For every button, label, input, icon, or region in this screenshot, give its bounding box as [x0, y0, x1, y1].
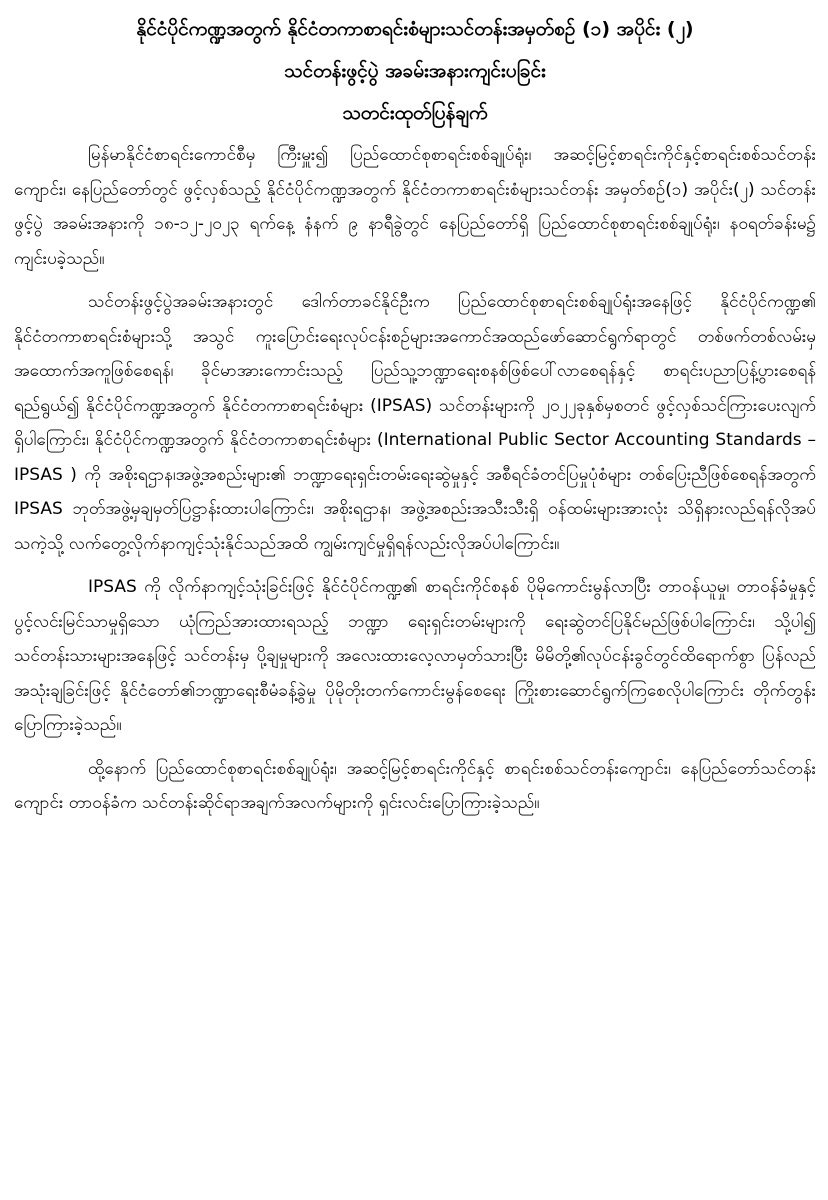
paragraph-closing: ထို့နောက် ပြည်ထောင်စုစာရင်းစစ်ချုပ်ရုံး၊ အဆင့်မြင့်စာရင်းကိုင်နှင့် စာရင်းစစ်သင်တန်းကျောင်း၊ နေပြည်တော်သင်တန်းကျောင်း တာဝန်ခံက သင်တန်းဆိုင်ရာအချက်အလက်များကို ရှင်းလင်းပြောကြားခဲ့သည်။	[14, 758, 816, 813]
press-release-heading: သတင်းထုတ်ပြန်ချက်	[342, 102, 488, 124]
document-title: နိုင်ငံပိုင်ကဏ္ဍအတွက် နိုင်ငံတကာစာရင်းစံများသင်တန်းအမှတ်စဉ် (၁) အပိုင်း (၂)	[136, 18, 694, 40]
paragraph-speech: သင်တန်းဖွင့်ပွဲအခမ်းအနားတွင် ဒေါက်တာခင်နိုင်ဦးက ပြည်ထောင်စုစာရင်းစစ်ချုပ်ရုံးအနေဖြင့် နိုင်ငံပိုင်ကဏ္ဍ၏ နိုင်ငံတကာစာရင်းစံများသို့ အသွင် ကူးပြောင်းရေးလုပ်ငန်းစဉ်များအကောင်အထည်ဖော်ဆောင်ရွက်ရာတွင် တစ်ဖက်တစ်လမ်းမှ အထောက်အကူဖြစ်စေရန်၊ ခိုင်မာအားကောင်းသည့် ပြည်သူ့ဘဏ္ဍာရေးစနစ်ဖြစ်ပေါ်လာစေရန်နှင့် စာရင်းပညာပြန့်ပွားစေရန် ရည်ရွယ်၍ နိုင်ငံပိုင်ကဏ္ဍအတွက် နိုင်ငံတကာစာရင်းစံများ (IPSAS) သင်တန်းများကို ၂၀၂၂ခုနှစ်မှစတင် ဖွင့်လှစ်သင်ကြားပေးလျက်ရှိပါကြောင်း၊ နိုင်ငံပိုင်ကဏ္ဍအတွက် နိုင်ငံတကာစာရင်းစံများ (International Public Sector Accounting Standards – IPSAS ) ကို အစိုးရဌာန၊အဖွဲ့အစည်းများ၏ ဘဏ္ဍာရေးရှင်းတမ်းရေးဆွဲမှုနှင့် အစီရင်ခံတင်ပြမှုပုံစံများ တစ်ပြေးညီဖြစ်စေရန်အတွက် IPSAS ဘုတ်အဖွဲ့မှချမှတ်ပြဋ္ဌာန်းထားပါကြောင်း၊ အစိုးရဌာန၊ အဖွဲ့အစည်းအသီးသီးရှိ ဝန်ထမ်းများအားလုံး သိရှိနားလည်ရန်လိုအပ်သကဲ့သို့ လက်တွေ့လိုက်နာကျင့်သုံးနိုင်သည်အထိ ကျွမ်းကျင်မှုရှိရန်လည်းလိုအပ်ပါကြောင်း။	[14, 292, 816, 554]
paragraph-ipsas-benefits: IPSAS ကို လိုက်နာကျင့်သုံးခြင်းဖြင့် နိုင်ငံပိုင်ကဏ္ဍ၏ စာရင်းကိုင်စနစ် ပိုမိုကောင်းမွန်လာပြီး တာဝန်ယူမှု၊ တာဝန်ခံမှုနှင့် ပွင့်လင်းမြင်သာမှုရှိသော ယုံကြည်အားထားရသည့် ဘဏ္ဍာ ရေးရှင်းတမ်းများကို ရေးဆွဲတင်ပြနိုင်မည်ဖြစ်ပါကြောင်း၊ သို့ပါ၍ သင်တန်းသားများအနေဖြင့် သင်တန်းမှ ပို့ချမှုများကို အလေးထားလေ့လာမှတ်သားပြီး မိမိတို့၏လုပ်ငန်းခွင်တွင်ထိရောက်စွာ ပြန်လည်အသုံးချခြင်းဖြင့် နိုင်ငံတော်၏ဘဏ္ဍာရေးစီမံခန့်ခွဲမှု ပိုမိုတိုးတက်ကောင်းမွန်စေရေး ကြိုးစားဆောင်ရွက်ကြစေလိုပါကြောင်း တိုက်တွန်းပြောကြားခဲ့သည်။	[14, 577, 816, 735]
document-subtitle: သင်တန်းဖွင့်ပွဲ အခမ်းအနားကျင်းပခြင်း	[284, 60, 546, 82]
paragraph-opening: မြန်မာနိုင်ငံစာရင်းကောင်စီမှ ကြီးမှူး၍ ပြည်ထောင်စုစာရင်းစစ်ချုပ်ရုံး၊ အဆင့်မြင့်စာရင်းကိုင်နှင့်စာရင်းစစ်သင်တန်းကျောင်း၊ နေပြည်တော်တွင် ဖွင့်လှစ်သည့် နိုင်ငံပိုင်ကဏ္ဍအတွက် နိုင်ငံတကာစာရင်းစံများသင်တန်း အမှတ်စဉ်(၁) အပိုင်း(၂) သင်တန်းဖွင့်ပွဲ အခမ်းအနားကို ၁၈-၁၂-၂၀၂၃ ရက်နေ့ နံနက် ၉ နာရီခွဲတွင် နေပြည်တော်ရှိ ပြည်ထောင်စုစာရင်းစစ်ချုပ်ရုံး၊ နဝရတ်ခန်းမ၌ ကျင်းပခဲ့သည်။	[14, 145, 816, 269]
